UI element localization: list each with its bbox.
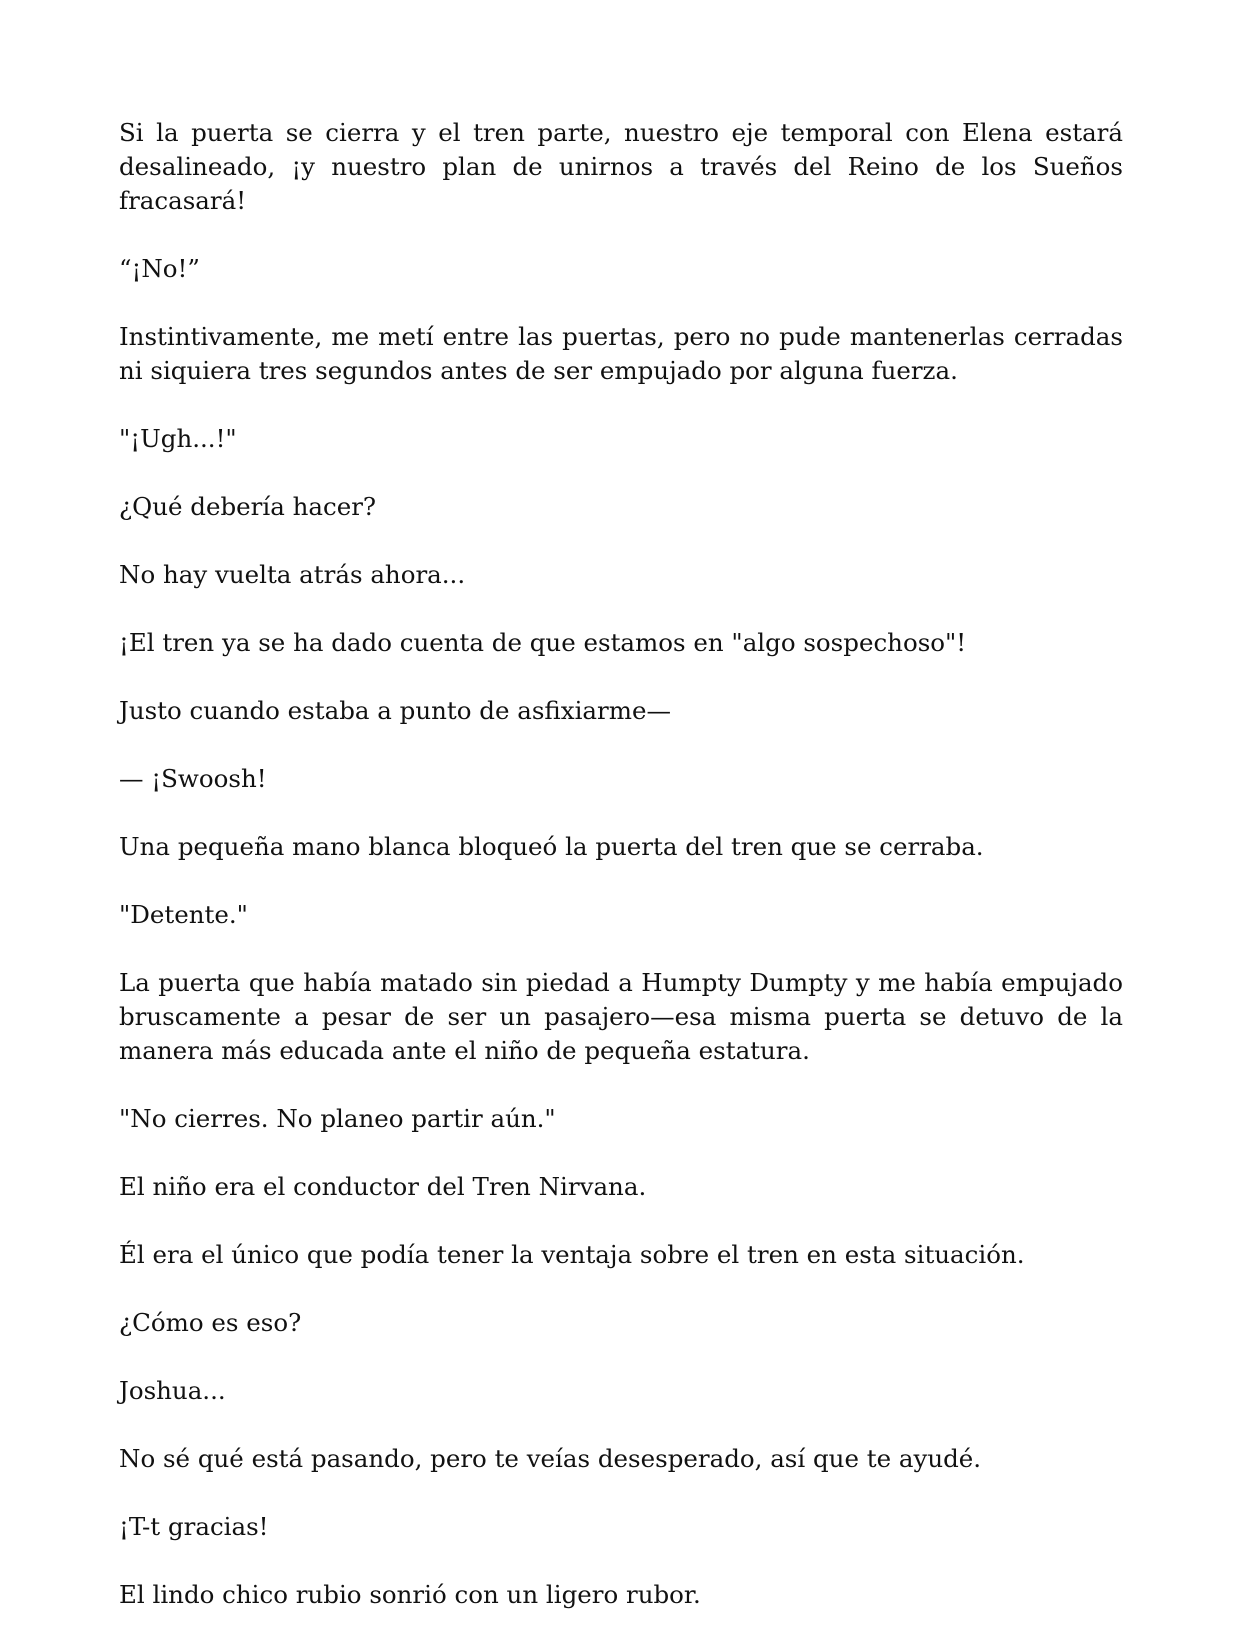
paragraph: ¿Qué debería hacer? (119, 492, 377, 521)
paragraph: "No cierres. No planeo partir aún." (119, 1104, 556, 1133)
paragraph: La puerta que había matado sin piedad a Humpty Dumpty y me había empujado bruscamente a pesar de ser un pasajero—esa misma puerta se detuvo de la manera más educada ante el niño de pequeña estatura. (119, 968, 1123, 1065)
paragraph: El niño era el conductor del Tren Nirvana. (119, 1172, 647, 1201)
paragraph: Si la puerta se cierra y el tren parte, nuestro eje temporal con Elena estará desalineado, ¡y nuestro plan de unirnos a través del Reino de los Sueños fracasará! (119, 118, 1123, 215)
paragraph: Instintivamente, me metí entre las puertas, pero no pude mantenerlas cerradas ni siquiera tres segundos antes de ser empujado por alguna fuerza. (119, 322, 1123, 385)
paragraph: Una pequeña mano blanca bloqueó la puerta del tren que se cerraba. (119, 832, 984, 861)
paragraph: ¡El tren ya se ha dado cuenta de que estamos en "algo sospechoso"! (119, 628, 967, 657)
paragraph: No hay vuelta atrás ahora... (119, 560, 466, 589)
paragraph: "¡Ugh...!" (119, 424, 237, 453)
paragraph: Justo cuando estaba a punto de asfixiarme— (119, 696, 671, 725)
paragraph: ¿Cómo es eso? (119, 1308, 302, 1337)
paragraph: El lindo chico rubio sonrió con un ligero rubor. (119, 1580, 701, 1609)
paragraph: Él era el único que podía tener la ventaja sobre el tren en esta situación. (119, 1240, 1025, 1269)
paragraph: No sé qué está pasando, pero te veías desesperado, así que te ayudé. (119, 1444, 982, 1473)
paragraph: Joshua... (119, 1376, 226, 1405)
paragraph: ¡T-t gracias! (119, 1512, 269, 1541)
body-text (119, 116, 1123, 1646)
paragraph: “¡No!” (119, 254, 200, 283)
paragraph: — ¡Swoosh! (119, 764, 267, 793)
paragraph: "Detente." (119, 900, 248, 929)
